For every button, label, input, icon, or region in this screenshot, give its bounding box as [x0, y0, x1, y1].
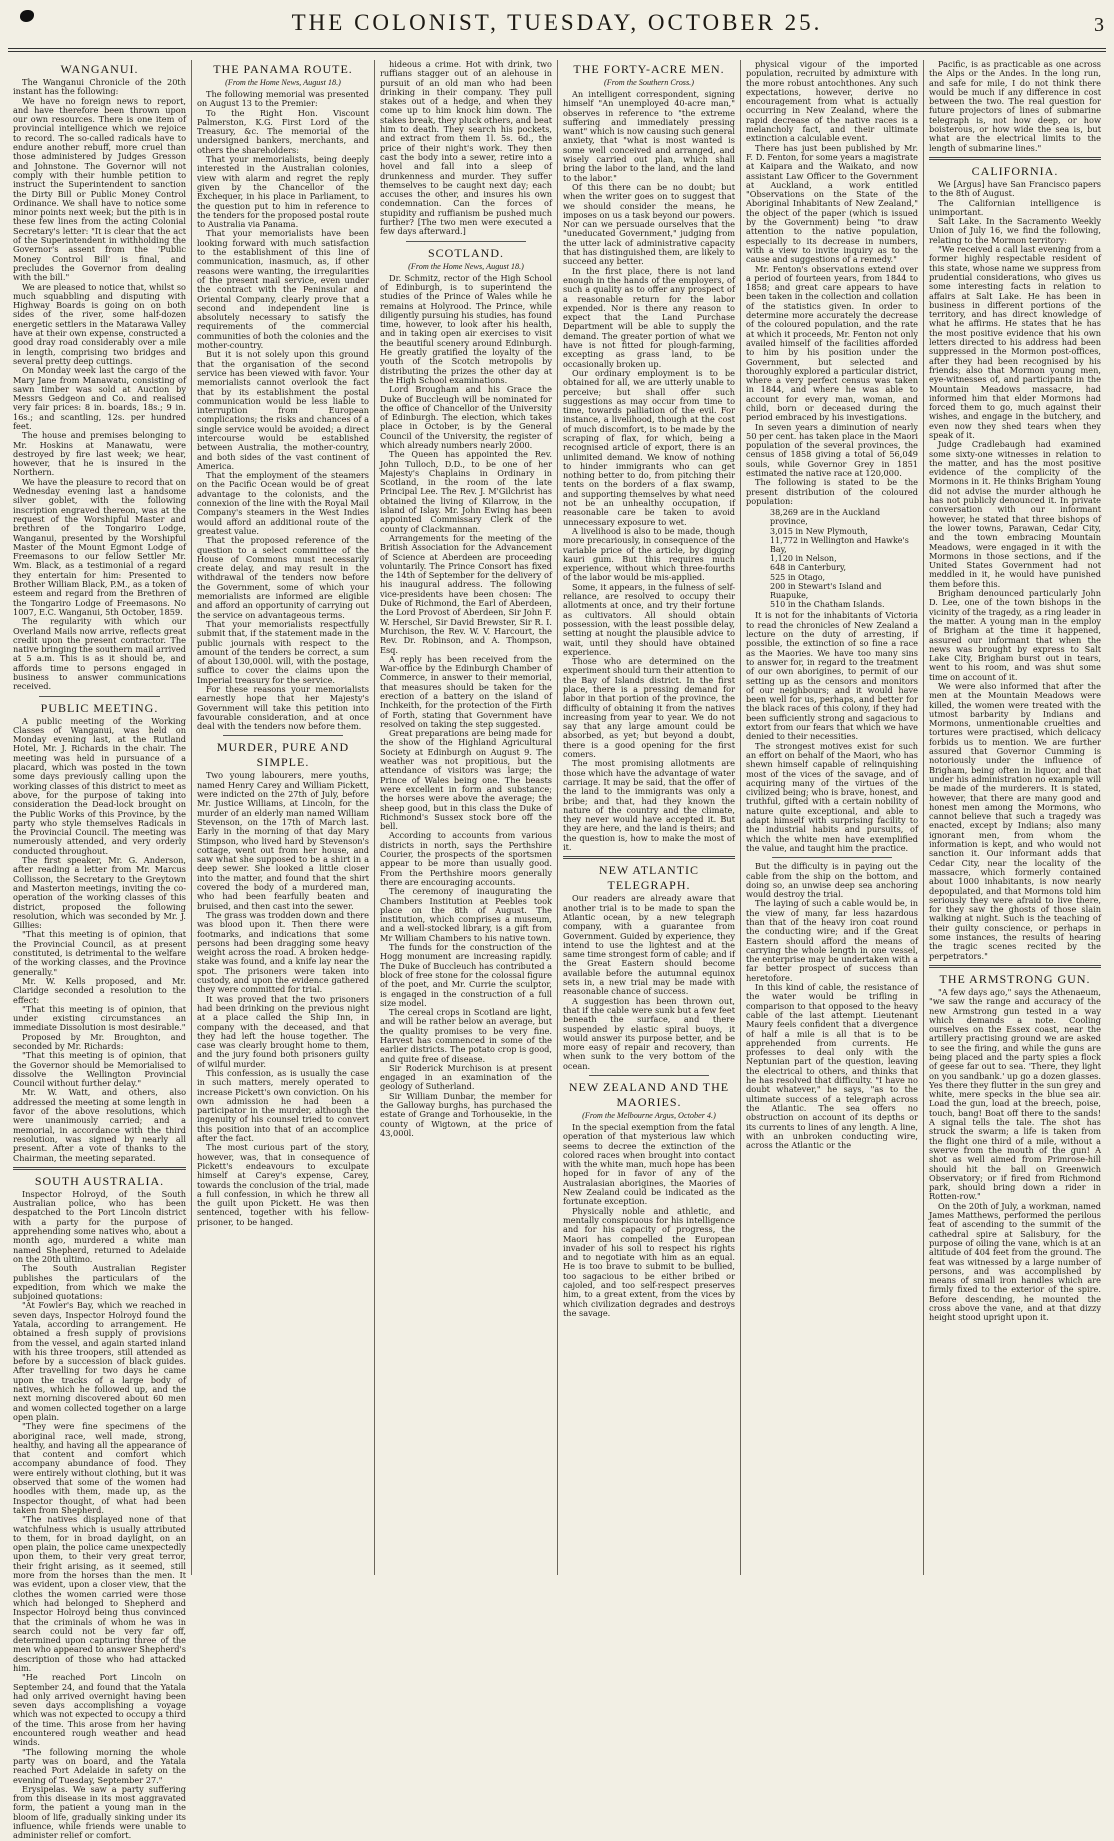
article-source: (From the Home News, August 18.) — [225, 78, 341, 87]
separator — [563, 856, 735, 859]
list-item: 510 in the Chatham Islands. — [770, 600, 885, 610]
paragraph: In the first place, there is not land enough in the hands of the employers, of such a quality as to offer any prospect of a reasonable return for the labor expended. Nor is there any reason to expect that the Land Purchase Department will be able to supply the demand. The greater portion of what we have is not fitted for plough-farming, excepting as grass land, to be occasionally broken up. — [563, 265, 735, 369]
column-2 — [191, 60, 374, 1575]
paragraph: According to accounts from various districts in north, says the Perthshire Courier, the prospects of the sportsmen appear to be more than usually good. From the Perthshire moors generally there are encouraging accounts. — [380, 830, 552, 887]
list-item: 648 in Canterbury, — [770, 563, 846, 573]
headline-armstrong-gun: THE ARMSTRONG GUN. — [939, 971, 1091, 986]
article-body — [563, 894, 735, 1071]
column-3 — [374, 60, 557, 1575]
headline-nz-maories: NEW ZEALAND AND THE MAORIES. — [568, 1079, 730, 1109]
paragraph: Of this there can be no doubt; but when the writer goes on to suggest that we should consider the means, he imposes on us a task beyond our powers. Nor can we persuade ourselves that the "uneducated Government," judging from the utter lack of administrative capacity that has distinguished them, are likely to succeed any better. — [563, 181, 735, 267]
paragraph: "The natives displayed none of that watchfulness which is usually attributed to them, for in broad daylight, on an open plain, the police came unexpectedly upon them, to their very great terror, their fright arising, as it seemed, still more from the horses than the men. It was evident, upon a closer view, that the clothes the women carried were those which had belonged to Shepherd and Inspector Holroyd being thus convinced that the criminals of whom he was in search could not be very far off, determined upon capturing three of the men who appeared to answer Shepherd's description of those who had attacked him. — [13, 1514, 186, 1673]
paragraph: "The following morning the whole party was on board, and the Yatala reached Port Adelaide in safety on the evening of Tuesday, September 27." — [13, 1746, 186, 1785]
paragraph: The grass was trodden down and there was blood upon it. Then there were footmarks, and indications that some persons had been dragging some heavy weight across the road. A broken hedge-stake was found, and a knife lay near the spot. The prisoners were taken into custody, and upon the evidence gathered they were committed for trial. — [197, 909, 369, 995]
paragraph: On Monday week last the cargo of the Mary Jane from Manawatu, consisting of sawn timber was sold at Auction by Messrs Gedgeon and Co. and realised very fair prices: 8 in. boards, 18s.; 9 in. 16s.; and scantling, 12s. per hundred feet. — [13, 365, 186, 431]
paragraph: Arrangements for the meeting of the British Association for the Advancement of Science at Aberdeen are proceeding voluntarily. The Prince Consort has fixed the 14th of September for the delivery of his inaugural address. The following vice-presidents have been chosen: The Duke of Richmond, the Earl of Aberdeen, the Lord Provost of Aberdeen, Sir John F. W. Herschel, Sir David Brewster, Sir R. I. Murchison, the Rev. W. V. Harcourt, the Rev. Dr. Robinson, and A. Thompson, Esq. — [380, 532, 552, 655]
article-body — [13, 717, 186, 1163]
paragraph: The house and premises belonging to Mr. Hoskins at Manawatu, were destroyed by fire last week; we hear, however, that he is insured in the Northern. — [13, 430, 186, 478]
paragraph: "They were fine specimens of the aboriginal race, well made, strong, healthy, and having all the appearance of that content and comfort which accompany abundance of food. They were entirely without clothing, but it was observed that some of the women had hoodles with them, made up, as the Inspector thought, of what had been taken from Shepherd. — [13, 1421, 186, 1515]
paragraph: We were also informed that after the men at the Mountain Meadows were killed, the women were treated with the utmost barbarity by Indians and Mormons, unmentionable cruelties and tortures were practised, which delicacy forbids us to mention. We are further assured that Governor Cumming is notoriously under the influence of Brigham, being often in liquor, and that under his administration no example will be made of the murderers. It is stated, however, that there are many good and honest men among the Mormons, who cannot believe that such a tragedy was enacted, except by Indians; also many ignorant men, from whom the information is kept, and who would not sanction it. Our informant adds that Cedar City, near the locality of the massacre, which formerly contained about 1000 inhabitants, is now nearly depopulated, and that Mormons told him seriously they were afraid to live there, for they saw the ghosts of those slain walking at night. Such is the teaching of their guilty conscience, or perhaps in some instances, the results of hearing the tragic scenes recited by the perpetrators." — [929, 681, 1101, 961]
article-body — [197, 90, 369, 731]
separator — [223, 735, 343, 736]
paragraph: The South Australian Register publishes the particulars of the expedition, from which we make the subjoined quotations: — [13, 1263, 186, 1302]
paragraph: That your memorialists have been looking forward with much satisfaction to the establishment of this line of communication, inasmuch, as, if other reasons were wanting, the irregularities of the present mail service, even under the contract with the Peninsular and Oriental Company, clearly prove that a second and independent line is absolutely necessary to satisfy the requirements of the commercial communities of both the colonies and the mother-country. — [197, 228, 369, 351]
headline-atlantic-telegraph: NEW ATLANTIC TELEGRAPH. — [598, 863, 700, 893]
paragraph: The Wanganui Chronicle of the 20th instant has the following: — [13, 77, 186, 97]
article-body — [197, 771, 369, 1227]
paragraph: Physically noble and athletic, and mentally conspicuous for his intelligence and for his capacity of progress, the Maori has compelled the European invader of his soil to respect his rights and to negotiate with him as an equal. He is too brave to submit to be bullied, too sagacious to be either bribed or cajoled, and too self-respect preserves him, to a great extent, from the vices by which civilization degrades and destroys the savage. — [563, 1205, 735, 1318]
paragraph: Those who are determined on the experiment should turn their attention to the Bay of Islands district. In the first place, there is a pressing demand for labor in that portion of the province, the difficulty of obtaining it from the natives increasing from year to year. We do not say that any large amount could be absorbed, as yet; but beyond a doubt, there is a good opening for the first comers. — [563, 656, 735, 760]
article-armstrong-gun — [929, 972, 1101, 1323]
list-item: 525 in Otago, — [770, 572, 826, 582]
paragraph: We are pleased to notice that, whilst so much squabbling and disputing with Highway Boards is going on on both sides of the river, some half-dozen energetic settlers in the Matarawa Valley have at their own expense, constructed a good dray road considerably over a mile in length, comprising two bridges and several pretty deep cuttings. — [13, 281, 186, 366]
article-body — [380, 274, 552, 1139]
paragraph: That the employment of the steamers on the Pacific Ocean would be of great advantage to the colonists, and the connexion of the line with the Royal Mail Company's steamers in the West Indies would afford an additional route of the greatest value. — [197, 470, 369, 536]
article-body — [13, 78, 186, 692]
column-5 — [740, 60, 923, 1575]
list-item: 1,120 in Nelson, — [770, 554, 837, 564]
headline-panama-route: THE PANAMA ROUTE. — [213, 62, 353, 76]
separator — [929, 157, 1101, 160]
paragraph: Brigham denounced particularly John D. Lee, one of the town bishops in the vicinity of the tragedy, as a ring leader in the matter. A young man in the employ of Brigham at the time it happened, assured our informant that when the news was brought by express to Salt Lake City, Brigham burst out in tears, went to his room, and was shut some time on account of it. — [929, 588, 1101, 682]
paragraph: Sir Roderick Murchison is at present engaged in an examination of the geology of Sutherland. — [380, 1062, 552, 1092]
article-murder — [197, 740, 369, 1227]
paragraph: "That this meeting is of opinion, that the Governor should be Memorialised to dissolve the Wellington Provincial Council without further delay." — [13, 1050, 186, 1089]
paragraph: Pacific, is as practicable as one across the Alps or the Andes. In the long run, and safe for mile, I do not think there would be much if any difference in cost between the two. The real question for future projectors of lines of submarine telegraph is, not how deep, or how boisterous, or how wide the sea is, but what are the electrical limits to the length of submarine lines." — [929, 59, 1101, 153]
separator — [589, 1075, 709, 1076]
paragraph: Erysipelas. We saw a party suffering from this disease in its most aggravated form, the patient a young man in the bloom of life, gradually sinking under its influence, while friends were unable to administer relief or comfort. — [13, 1783, 186, 1841]
header-rule — [8, 48, 1106, 52]
paragraph: The first speaker, Mr. G. Anderson, after reading a letter from Mr. Marcus Collisson, the Secretary to the Greytown and Masterton meetings, inviting the co-operation of the working classes of this district, proposed the following resolution, which was seconded by Mr. J. Gillies: — [13, 855, 186, 931]
list-item: 3,015 in New Plymouth, — [770, 526, 868, 536]
separator — [13, 1167, 186, 1170]
paragraph: This confession, as is usually the case in such matters, merely operated to increase Pickett's own conviction. On his own admission he had been a participator in the murder, although the ingenuity of his counsel tried to convert this position into that of an accomplice after the fact. — [197, 1067, 369, 1144]
paragraph: But it is not solely upon this ground that the organisation of the second service has been viewed with favor. Your memorialists cannot overlook the fact that by its establishment the postal communication would be less liable to interruption from European complications; the risks and chances of a single service would be avoided; a direct intercourse would be established between Australia, the mother-country, and both sides of the vast continent of America. — [197, 349, 369, 471]
paragraph: hideous a crime. Hot with drink, two ruffians stagger out of an alehouse in pursuit of an old man who had been drinking in their company. They pull stakes out of a hedge, and when they come up to him knock him down. The stakes break, they pluck others, and beat him to death. They search his pockets, and extract from them 1l. 5s. 6d., the price of their night's work. They then cast the body into a sewer, retire into a hovel and fall into a sleep of drunkenness and murder. They suffer themselves to be caught next day; each accuses the other, and insures his own condemnation. Can the forces of stupidity and ruffianism be pushed much further? [The two men were executed a few days afterward.] — [380, 59, 552, 237]
article-nz-maories — [563, 1080, 735, 1318]
paragraph: Proposed by Mr. Broughton, and seconded by Mr. Richards: — [13, 1031, 186, 1051]
article-body — [929, 60, 1101, 153]
paragraph: A public meeting of the Working Classes of Wanganui, was held on Monday evening last, at the Rutland Hotel, Mr. J. Richards in the chair. The meeting was held in pursuance of a placard, which was posted in the town some days previously calling upon the working classes of this district to meet as above, for the purpose of taking into consideration the Dead-lock brought on the Public Works of this Province, by the party who style themselves Radicals in the Provincial Council. The meeting was numerously attended, and very orderly conducted throughout. — [13, 715, 186, 856]
article-wanganui — [13, 62, 186, 692]
paragraph: "He reached Port Lincoln on September 24, and found that the Yatala had only arrived overnight having been seven days accomplishing a voyage which was not expected to occupy a third of the time. This arose from her having encountered rough weather and head winds. — [13, 1672, 186, 1748]
paragraph: In seven years a diminution of nearly 50 per cent. has taken place in the Maori population of the several provinces, the census of 1858 giving a total of 56,049 souls, while Governor Grey in 1851 estimated the native race at 120,000. — [746, 421, 918, 479]
paragraph: Dr. Schmitz, rector of the High School of Edinburgh, is to superintend the studies of the Prince of Wales while he remains at Holyrood. The Prince, while diligently pursuing his studies, has found time, however, to look after his health, and in taking open air exercises to visit the beautiful scenery around Edinburgh. He greatly gratified the loyalty of the youth of the Scotch metropolis by distributing the prizes the other day at the High School examinations. — [380, 272, 552, 385]
paragraph: The cereal crops in Scotland are light, and will be rather below an average, but the quality promises to be very fine. Harvest has commenced in some of the earlier districts. The potato crop is good, and quite free of disease. — [380, 1007, 552, 1064]
headline-forty-acre-men: THE FORTY-ACRE MEN. — [573, 62, 725, 76]
paragraph: We have the pleasure to record that on Wednesday evening last a handsome silver goblet, with the following inscription engraved thereon, was at the request of the Worshipful Master and brethren of the Tongariro Lodge, Wanganui, presented by the Worshipful Master of the Mount Egmont Lodge of Freemasons to our fellow Settler Mr. Wm. Black, as a testimonial of a regard they entertain for him: Presented to Brother William Black, P.M., as a token of esteem and regard from the Brethren of the Tongariro Lodge of Freemasons. No 1007, E.C. Wanganui, 5th October, 1859. — [13, 476, 186, 617]
paragraph: Two young labourers, mere youths, named Henry Carey and William Pickett, were indicted on the 27th of July, before Mr. Justice Williams, at Lincoln, for the murder of an elderly man named William Stevenson, on the 17th of March last. Early in the morning of that day Mary Stimpson, who lived hard by Stevenson's cottage, went out from her house, and saw what she supposed to be a shirt in a deep sewer. She looked a little closer into the matter, and found that the shirt covered the body of a murdered man, who had been fearfully beaten and bruised, and then cast into the sewer. — [197, 770, 369, 911]
article-body — [563, 90, 735, 852]
article-scotland — [380, 246, 552, 1139]
paragraph: It was proved that the two prisoners had been drinking on the previous night at a place called the Ship Inn, in company with the deceased, and that they had left the house together. The case was clearly brought home to them, and the jury found both prisoners guilty of wilful murder. — [197, 993, 369, 1069]
paragraph: In this kind of cable, the resistance of the water would be trifling in comparison to that opposed to the heavy cable of the last attempt. Lieutenant Maury feels confident that a divergence of half a mile is all that is to be apprehended from currents. He professes to deal only with the Neptunian part of the question, leaving the electrical to others, and thinks that he has resolved that difficulty. "I have no doubt whatever," he says, "as to the ultimate success of a telegraph across the Atlantic. The sea offers no obstruction on account of its depths or its currents to lines of any length. A line, with an unbroken conducting wire, across the Atlantic or the — [746, 982, 918, 1151]
paragraph: A suggestion has been thrown out, that if the cable were sunk but a few feet beneath the surface, and there suspended by elastic spiral buoys, it would answer its purpose better, and be more easy of repair and recovery, than when sunk to the very bottom of the ocean. — [563, 995, 735, 1071]
paragraph: We have no foreign news to report, and have therefore been thrown upon our own resources. There is one item of provincial intelligence which we rejoice to record. The so-called radicals have to endure another rebuff, more cruel than those administered by Judges Gresson and Johnstone. The Governor will not comply with their humble petition to instruct the Superintendent to sanction the Dirty Bill or Public Money Control Ordinance. We shall have to notice some minor points next week; but the pith is in these few lines from the acting Colonial Secretary's letter: "It is clear that the act of the Superintendent in withholding the Governor's assent from the 'Public Money Control Bill' is final, and precludes the Governor from dealing with the bill." — [13, 95, 186, 283]
headline-south-australia: SOUTH AUSTRALIA. — [34, 1173, 165, 1188]
paragraph: That your memorialists, being deeply interested in the Australian colonies, view with alarm and regret the reply given by the Chancellor of the Exchequer, in his place in Parliament, to the question put to him in reference to the tenders for the proposed postal route to Australia via Panama. — [197, 154, 369, 230]
article-atlantic-telegraph — [563, 863, 735, 1071]
paragraph: A livelihood is also to be made, though more precariously, in consequence of the variable price of the article, by digging kauri gum. But this requires much experience, without which three-fourths of the labor would be mis-applied. — [563, 525, 735, 583]
column-1 — [8, 60, 191, 1841]
article-atlantic-continued — [746, 862, 918, 1150]
headline-california: CALIFORNIA. — [971, 163, 1059, 178]
paragraph: Great preparations are being made for the show of the Highland Agricultural Society at Edinburgh on August 9. The weather was not propitious, but the attendance of visitors was large; the Prince of Wales being one. The beasts were excellent in form and substance; the horses were above the average; the sheep good, but in this class the Duke of Richmond's Sussex stock bore off the bell. — [380, 728, 552, 832]
paragraph: Salt Lake. In the Sacramento Weekly Union of July 16, we find the following, relating to the Mormon territory: — [929, 216, 1101, 245]
paragraph: The regularity with which our Overland Mails now arrive, reflects great credit upon the present contractor. The native bringing the southern mail arrived at 5 a.m. This is as it should be, and affords time to persons engaged in business to answer communications received. — [13, 616, 186, 692]
population-list — [746, 508, 918, 609]
paragraph: The most promising allotments are those which have the advantage of water carriage. It may be said, that the offer of the land to the immigrants was only a bribe; and that, had they known the nature of the country and the climate, they never would have accepted it. But they are here, and the land is theirs; and the question is, how to make the most of it. — [563, 758, 735, 853]
paragraph: Sir William Dunbar, the member for the Galloway burghs, has purchased the estate of Grange and Torhousekie, in the county of Wigtown, at the price of 43,000l. — [380, 1090, 552, 1138]
paragraph: In the special exemption from the fatal operation of that mysterious law which seems to decree the extinction of the colored races when brought into contact with the white man, much hope has been hoped for in favor of any of the Australasian aborigines, the Maories of New Zealand could be indicated as the fortunate exception. — [563, 1121, 735, 1207]
article-panama-route — [197, 62, 369, 731]
article-body — [746, 611, 918, 853]
headline-public-meeting: PUBLIC MEETING. — [40, 700, 159, 715]
article-body — [746, 60, 918, 506]
headline-wanganui: WANGANUI. — [60, 62, 139, 76]
paragraph: The laying of such a cable would be, in the view of many, far less hazardous than that of the heavy iron coat round the conducting wire; and if the Great Eastern should afford the means of carrying the whole length in one vessel, the enterprise may be undertaken with a far better prospect of success than heretofore. — [746, 898, 918, 983]
article-california — [929, 164, 1101, 961]
paragraph: The most curious part of the story, however, was, that in consequence of Pickett's endeavours to exculpate himself at Carey's expense, Carey, towards the conclusion of the trial, made a full confession, in which he threw all the guilt upon Pickett. He was then sentenced, together with his fellow-prisoner, to be hanged. — [197, 1142, 369, 1227]
paragraph: Our ordinary employment is to be obtained for all, we are utterly unable to perceive; but shall offer such suggestions as may occur from time to time, towards palliation of the evil. For instance, a livelihood, though at the cost of much discomfort, is to be made by the scraping of flax, for which, being a recognised article of export, there is an unlimited demand. We know of nothing to hinder immigrants who can get nothing better to do, from pitching their tents on the borders of a flax swamp, and supporting themselves by what need not be an unhealthy occupation, if reasonable care be taken to avoid unnecessary exposure to wet. — [563, 367, 735, 527]
article-body — [13, 1190, 186, 1841]
paragraph: "That this meeting is of opinion, that under existing circumstances an immediate Dissolution is most desirable." — [13, 1003, 186, 1033]
paragraph: Our readers are already aware that another trial is to be made to span the Atlantic ocean, by a new telegraph company, with a guarantee from Government. Guided by experience, they intend to use the lightest and at the same time strongest form of cable; and if the Great Eastern should become available before the autumnal equinox sets in, a new trial may be made with reasonable chance of success. — [563, 893, 735, 997]
separator — [39, 696, 160, 697]
headline-scotland: SCOTLAND. — [427, 245, 504, 260]
paragraph: We [Argus] have San Francisco papers to the 8th of August. — [929, 178, 1101, 199]
article-nz-maories-continued — [746, 60, 918, 853]
paragraph: Lord Brougham and his Grace the Duke of Buccleugh will be nominated for the office of Chancellor of the University of Edinburgh. The election, which takes place in October, is by the General Council of the University, the register of which already numbers nearly 2000. — [380, 384, 552, 450]
list-item: 38,269 are in the Auckland province, — [770, 508, 881, 527]
paragraph: There has just been published by Mr. F. D. Fenton, for some years a magistrate at Kaipara and the Waikato, and now assistant Law Officer to the Government at Auckland, a work entitled "Observations on the State of the Aboriginal Inhabitants of New Zealand," the object of the paper (which is issued by the Government) being "to draw attention to the native population, especially to its decrease in numbers, with a view to invite inquiry as to the cause and suggestions of a remedy." — [746, 142, 918, 265]
article-body — [929, 988, 1101, 1323]
paragraph: Some, it appears, in the fulness of self-reliance, are resolved to occupy their allotments at once, and try their fortune as cultivators. All should obtain possession, with the least possible delay, setting at nought the plausible advice to wait, until they should have obtained experience. — [563, 581, 735, 657]
article-body — [380, 60, 552, 237]
paragraph: "At Fowler's Bay, which we reached in seven days, Inspector Holroyd found the Yatala, according to arrangement. He obtained a fresh supply of provisions from the vessel, and again started inland with his three troopers, still attended as before by a succession of black guides. After travelling for two days he came upon the tracks of a large body of natives, which he followed up, and the next morning discovered about 60 men and women collected together on a large open plain. — [13, 1300, 186, 1422]
paragraph: The Queen has appointed the Rev. John Tulloch, D.D., to be one of her Majesty's Chaplains in Ordinary in Scotland, in the room of the late Principal Lee. The Rev. J. M'Gilchrist has obtained the living of Kilarrow, in the island of Islay. Mr. John Ewing has been appointed Commissary Clerk of the county of Clackmannan. — [380, 449, 552, 534]
paragraph: The Californian intelligence is unimportant. — [929, 197, 1101, 217]
article-body — [929, 180, 1101, 961]
paragraph: Mr. W. Kells proposed, and Mr. Claridge seconded a resolution to the effect: — [13, 975, 186, 1005]
list-item: 200 in Stewart's Island and Ruapuke, — [770, 581, 882, 601]
article-south-australia — [13, 1174, 186, 1841]
article-source: (From the Home News, August 18.) — [408, 261, 524, 271]
column-6 — [923, 60, 1106, 1575]
columns — [8, 59, 1106, 1841]
article-body — [563, 1123, 735, 1318]
paragraph: A reply has been received from the War-office by the Edinburgh Chamber of Commerce, in answer to their memorial, that measures should be taken for the erection of a battery on the island of Inchkeith, for the protection of the Firth of Forth, stating that Government have resolved on taking the step suggested. — [380, 653, 552, 729]
separator — [929, 965, 1101, 968]
paragraph: "We received a call last evening from a former highly respectable resident of this state, whose name we suppress from prudential considerations, who gives us some interesting facts in relation to affairs at Salt Lake. He has been in business in different portions of the territory, and has direct knowledge of what he affirms. He states that he has the most positive evidence that his own letters directed to his address had been suppressed in the Mormon post-offices, after they had been recognised by his friends; also that Mormon young men, eye-witnesses of, and participants in the Mountain Meadows massacre, had informed him that elder Mormons had forced them to go, much against their wishes, and engage in the butchery, and even now they shed tears when they speak of it. — [929, 244, 1101, 440]
paragraph: Mr. W. Watt, and others, also addressed the meeting at some length in favor of the above resolutions, which were unanimously carried; and a memorial, in accordance with the third resolution, was signed by nearly all present. After a vote of thanks to the Chairman, the meeting separated. — [13, 1087, 186, 1163]
article-public-meeting — [13, 701, 186, 1163]
paragraph: physical vigour of the imported population, recruited by admixture with the more robust antochthones. Any such expectations, however, derive no encouragement from what is actually occurring in New Zealand, where the rapid decrease of the native races is a melancholy fact, and their ultimate extinction a calculable event. — [746, 59, 918, 144]
paragraph: That the proposed reference of the question to a select committee of the House of Commons must necessarily create delay, and may result in the withdrawal of the tenders now before the Government, some of which your memorialists are informed are eligible and afford an opportunity of carrying out the service on advantageous terms. — [197, 535, 369, 620]
headline-murder: MURDER, PURE AND SIMPLE. — [216, 740, 350, 770]
page-header — [0, 0, 1114, 62]
list-item: 11,772 in Wellington and Hawke's Bay, — [770, 535, 909, 555]
paragraph: On the 20th of July, a workman, named James Matthews, performed the perilous feat of ascending to the summit of the cathedral spire at Salisbury, for the purpose of oiling the vane, which is at an altitude of 404 feet from the ground. The feat was witnessed by a large number of persons, and was accomplished by means of small iron handles which are firmly fixed to the exterior of the spire. Before descending, he mounted the cross above the vane, and at that dizzy height stood upright upon it. — [929, 1200, 1101, 1323]
paragraph: For these reasons your memorialists earnestly hope that her Majesty's Government will take this petition into favourable consideration, and at once deal with the tenders now before them. — [197, 684, 369, 732]
paragraph: Inspector Holroyd, of the South Australian police, who has been despatched to the Port Lincoln district with a party for the purpose of apprehending some natives who, about a month ago, murdered a white man named Shepherd, returned to Adelaide on the 20th ultimo. — [13, 1188, 186, 1264]
article-source: (From the Melbourne Argus, October 4.) — [582, 1110, 716, 1120]
article-forty-acre-men — [563, 62, 735, 852]
paragraph: But the difficulty is in paying out the cable from the ship on the bottom, and doing so, an unwise deep sea anchoring would destroy the trial. — [746, 861, 918, 900]
paragraph: That your memorialists respectfully submit that, if the statement made in the public journals with respect to the amount of the tenders be correct, a sum of about 130,000l. will, with the postage, suffice to cover the claims upon the Imperial treasury for the service. — [197, 618, 369, 685]
paragraph: The funds for the construction of the Hogg monument are increasing rapidly. The Duke of Buccleuch has contributed a block of free stone for the colossal figure of the poet, and Mr. Currie the sculptor, is engaged in the construction of a full size model. — [380, 942, 552, 1008]
paragraph: The strongest motives exist for such an effort on behalf of the Maori, who has shewn himself capable of relinquishing most of the vices of the savage, and of acquiring many of the virtues of the civilized being; who is brave, honest, and truthful, gifted with a certain nobility of nature quite exceptional, and able to adapt himself with surprising facility to the industrial habits and pursuits, of which the white men have exemplified the value, and taught him the practice. — [746, 740, 918, 853]
column-4 — [557, 60, 740, 1575]
article-source: (From the Southern Cross.) — [604, 78, 694, 87]
separator — [772, 857, 892, 858]
paragraph: "That this meeting is of opinion, that the Provincial Council, as at present constituted, is detrimental to the welfare of the working classes, and the Province generally." — [13, 929, 186, 977]
paragraph: Mr. Fenton's observations extend over a period of fourteen years, from 1844 to 1858; and great care appears to have been taken in the collection and collation of the statistics given. In order to determine more accurately the decrease of the coloured population, and the rate at which it proceeds, Mr. Fenton not only availed himself of the facilities afforded to him by his position under the Government, but selected and thoroughly explored a particular district, where a very perfect census was taken in 1844, and where he was able to account for every man, woman, and child, born or deceased during the period embraced by his investigations. — [746, 263, 918, 423]
paragraph: The ceremony of inaugurating the Chambers Institution at Peebles took place on the 8th of August. The institution, which comprises a museum, and a well-stocked library, is a gift from Mr William Chambers to his native town. — [380, 886, 552, 943]
paragraph: An intelligent correspondent, signing himself "An unemployed 40-acre man," observes in reference to "the extreme suffering and immediately pressing want" which is now causing such general anxiety, that "what is most wanted is some well conceived and arranged, and wisely carried out plan, which shall bring the labor to the land, and the land to the labor." — [563, 89, 735, 183]
separator — [406, 241, 526, 242]
page-number: 3 — [1094, 14, 1104, 36]
paragraph: To the Right Hon. Viscount Palmerston, K.G. First Lord of the Treasury, &c. The memorial of the undersigned bankers, merchants, and others the shareholders: — [197, 107, 369, 155]
masthead: THE COLONIST, TUESDAY, OCTOBER 25. — [291, 10, 823, 35]
paragraph: The following is stated to be the present distribution of the coloured population: — [746, 477, 918, 506]
paragraph: The following memorial was presented on August 13 to the Premier: — [197, 89, 369, 109]
paragraph: Judge Cradlebaugh had examined some sixty-one witnesses in relation to the matter, and has the most positive evidence of the complicity of the Mormons in it. He thinks Brigham Young did not advise the murder although he has not publicly denounced it. In private conversation with our informant however, he stated that three bishops of the lower towns, Parawan, Cedar City, and the town embracing Mountain Meadows, were engaged in it with the Mormons in those sections, and if the United States Government had not meddled in it, he would have punished them before this. — [929, 439, 1101, 589]
paragraph: It is not for the inhabitants of Victoria to read the chronicles of New Zealand a lecture on the duty of arresting, if possible, the extinction of so fine a race as the Maories. We have too many sins to answer for, in regard to the treatment of our own aborigines, to permit of our setting up as the censors and monitors of our neighbours; and it would have been well for us, perhaps, and better for the black races of this colony, if they had been sufficiently strong and sagacious to extort from our fears that which we have denied to their necessities. — [746, 610, 918, 742]
article-body — [746, 862, 918, 1150]
paragraph: "A few days ago," says the Athenaeum, "we saw the range and accuracy of the new Armstrong gun tested in a way which demands a note. Cooling ourselves on the Essex coast, near the artillery practising ground we are asked to see the firing, and while the guns are being placed and the party spies a flock of geese far out to sea. 'There, they light on you sandbank.' up go a dozen glasses. Yes there they flutter in the sun grey and white, mere specks in the blue sea air. Load the gun, load at the breech, poise, touch, bang! Boat off there to the sands! A signal tells the tale. The shot has struck the swarm; a life is taken from the flight one third of a mile, without a swerve from the mouth of the gun! A shot as well aimed from Primrose-hill should hit the ball on Greenwich Observatory; or if fired from Richmond park, should bring down a rider in Rotten-row." — [929, 986, 1101, 1202]
article-murder-continued — [380, 60, 552, 237]
article-atlantic-end — [929, 60, 1101, 153]
